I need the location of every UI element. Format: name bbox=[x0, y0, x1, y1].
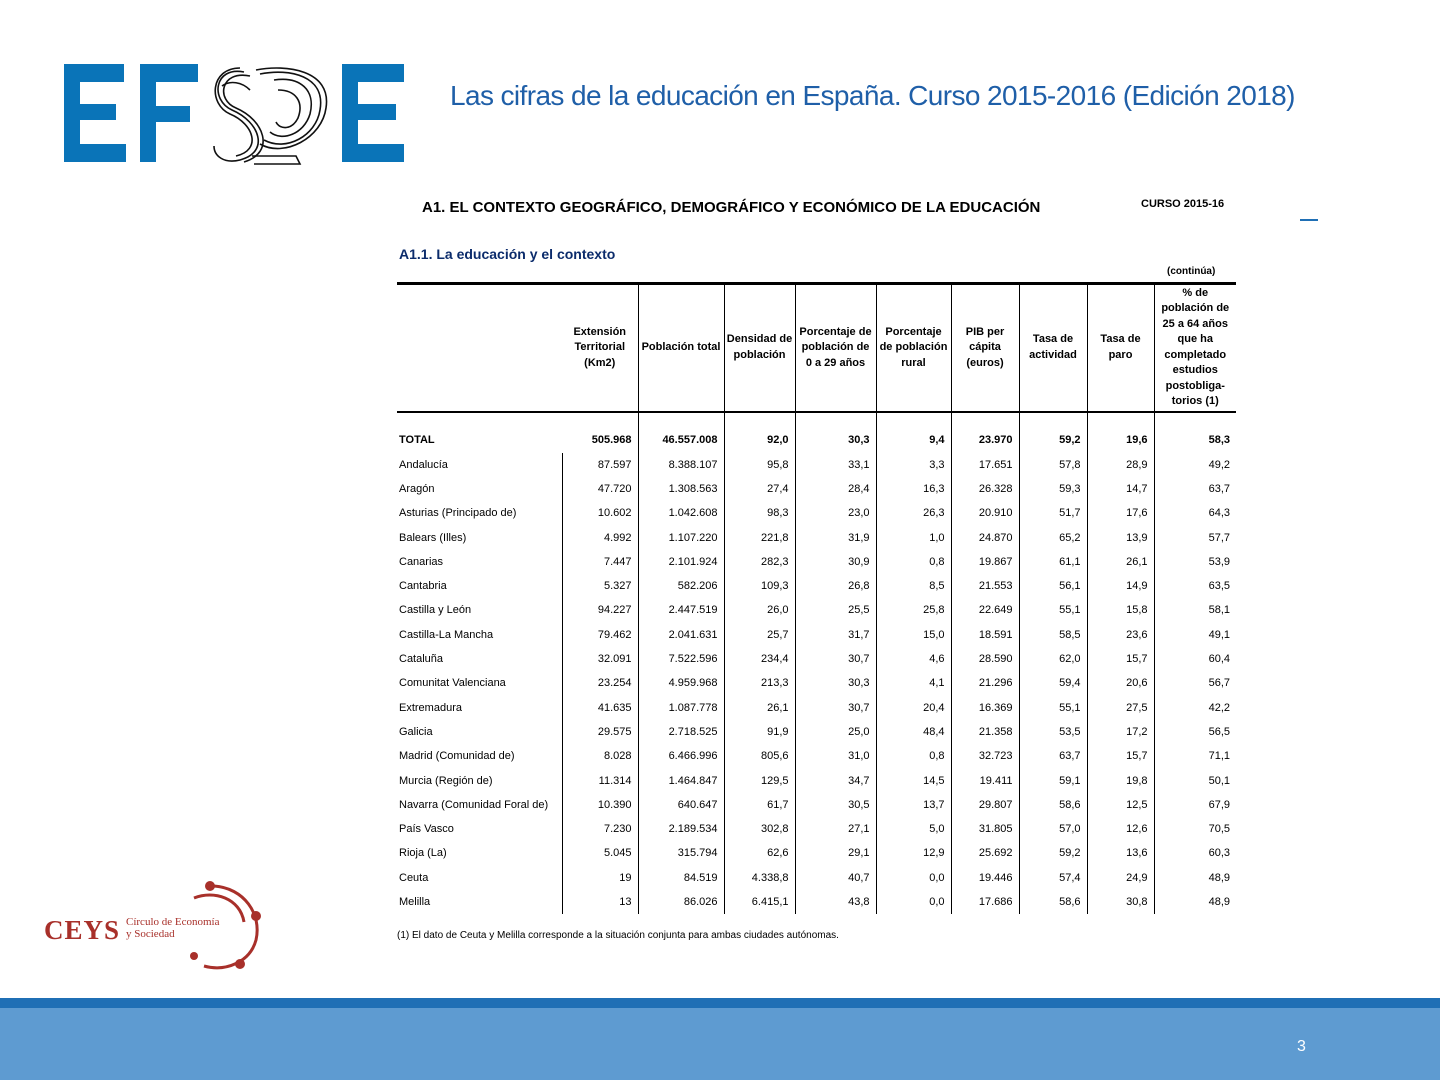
table-cell: 59,1 bbox=[1019, 768, 1087, 792]
table-cell: 221,8 bbox=[724, 525, 795, 549]
table-row bbox=[397, 866, 1236, 890]
table-cell: 70,5 bbox=[1154, 817, 1236, 841]
table-cell: 1.042.608 bbox=[638, 501, 724, 525]
table-cell: 62,0 bbox=[1019, 647, 1087, 671]
table-cell: 2.101.924 bbox=[638, 550, 724, 574]
table-cell: 48,9 bbox=[1154, 890, 1236, 914]
table-cell: 91,9 bbox=[724, 720, 795, 744]
table-cell: 19.411 bbox=[951, 768, 1019, 792]
table-cell: 5.327 bbox=[603, 580, 632, 593]
table-row bbox=[397, 695, 1236, 719]
table-cell: 8,5 bbox=[876, 574, 951, 598]
table-cell: 53,5 bbox=[1019, 720, 1087, 744]
table-cell: 27,4 bbox=[724, 477, 795, 501]
table-cell: 63,7 bbox=[1019, 744, 1087, 768]
table-cell: 6.415,1 bbox=[724, 890, 795, 914]
table-row bbox=[397, 841, 1236, 865]
table-cell: 11.314 bbox=[598, 774, 632, 787]
table-cell: 20,6 bbox=[1087, 671, 1154, 695]
continued-label: (continúa) bbox=[1167, 266, 1216, 277]
table-row bbox=[397, 623, 1236, 647]
column-header: Población total bbox=[638, 284, 724, 412]
column-header: Porcentaje de población de 0 a 29 años bbox=[795, 284, 876, 412]
table-cell: 65,2 bbox=[1019, 525, 1087, 549]
document-header: A1. EL CONTEXTO GEOGRÁFICO, DEMOGRÁFICO Y ECONÓMICO DE LA EDUCACIÓN bbox=[422, 199, 1041, 216]
table-cell: 49,2 bbox=[1154, 453, 1236, 477]
table-row bbox=[397, 793, 1236, 817]
table-cell: 59,3 bbox=[1019, 477, 1087, 501]
table-row bbox=[397, 817, 1236, 841]
table-cell: 2.718.525 bbox=[638, 720, 724, 744]
table-cell: 27,1 bbox=[795, 817, 876, 841]
table-cell: 57,0 bbox=[1019, 817, 1087, 841]
table-cell: 59,4 bbox=[1019, 671, 1087, 695]
slide-title: Las cifras de la educación en España. Curso 2015-2016 (Edición 2018) bbox=[450, 80, 1295, 111]
table-cell: 1.308.563 bbox=[638, 477, 724, 501]
table-cell: 16,3 bbox=[876, 477, 951, 501]
table-cell: 109,3 bbox=[724, 574, 795, 598]
table-row-total bbox=[397, 427, 1236, 453]
table-cell: 30,7 bbox=[795, 695, 876, 719]
table-cell: 59,2 bbox=[1019, 841, 1087, 865]
table-row bbox=[397, 671, 1236, 695]
table-cell: 46.557.008 bbox=[638, 427, 724, 453]
table-cell: Balears (Illes) bbox=[397, 525, 562, 549]
column-header: Tasa de actividad bbox=[1019, 284, 1087, 412]
table-cell: 2.447.519 bbox=[638, 598, 724, 622]
table-cell: 49,1 bbox=[1154, 623, 1236, 647]
table-cell: 30,3 bbox=[795, 671, 876, 695]
table-cell: 33,1 bbox=[795, 453, 876, 477]
table-cell: 26,3 bbox=[876, 501, 951, 525]
table-cell: 315.794 bbox=[638, 841, 724, 865]
table-cell: 25,8 bbox=[876, 598, 951, 622]
table-cell: 1,0 bbox=[876, 525, 951, 549]
table-cell: Madrid (Comunidad de) bbox=[397, 744, 562, 768]
table-cell: 57,4 bbox=[1019, 866, 1087, 890]
table-cell: 12,5 bbox=[1087, 793, 1154, 817]
table-cell: 32.091 bbox=[597, 653, 632, 666]
table-cell: 6.466.996 bbox=[638, 744, 724, 768]
table-cell: 17.651 bbox=[951, 453, 1019, 477]
table-cell: 1.087.778 bbox=[638, 695, 724, 719]
table-cell: 19 bbox=[619, 871, 632, 884]
table-cell: 15,7 bbox=[1087, 744, 1154, 768]
table-cell: 58,1 bbox=[1154, 598, 1236, 622]
table-cell: 7.230 bbox=[603, 823, 632, 836]
document-course: CURSO 2015-16 bbox=[1141, 198, 1225, 210]
table-cell: 16.369 bbox=[951, 695, 1019, 719]
table-cell: 26,0 bbox=[724, 598, 795, 622]
table-cell: 61,7 bbox=[724, 793, 795, 817]
table-cell: 21.296 bbox=[951, 671, 1019, 695]
ceys-name: CEYS bbox=[44, 915, 121, 945]
table-cell: 18.591 bbox=[951, 623, 1019, 647]
table-cell: 4,6 bbox=[876, 647, 951, 671]
table-row bbox=[397, 598, 1236, 622]
table-cell: Aragón bbox=[397, 477, 562, 501]
table-cell: 29.575 bbox=[597, 725, 632, 738]
table-cell: 32.723 bbox=[951, 744, 1019, 768]
table-cell: 4,1 bbox=[876, 671, 951, 695]
table-cell: 51,7 bbox=[1019, 501, 1087, 525]
table-cell: 19.867 bbox=[951, 550, 1019, 574]
table-cell: 14,9 bbox=[1087, 574, 1154, 598]
table-cell: 26,1 bbox=[1087, 550, 1154, 574]
table-cell: 98,3 bbox=[724, 501, 795, 525]
table-cell: 30,3 bbox=[795, 427, 876, 453]
table-cell: 48,9 bbox=[1154, 866, 1236, 890]
table-cell: 5,0 bbox=[876, 817, 951, 841]
table-cell: 58,6 bbox=[1019, 890, 1087, 914]
table-cell: 17,2 bbox=[1087, 720, 1154, 744]
footer-line bbox=[0, 998, 1440, 1008]
table-cell: Ceuta bbox=[397, 866, 562, 890]
column-header: Tasa de paro bbox=[1087, 284, 1154, 412]
table-cell: 50,1 bbox=[1154, 768, 1236, 792]
table-cell: TOTAL bbox=[399, 433, 435, 446]
table-cell: Navarra (Comunidad Foral de) bbox=[397, 793, 562, 817]
table-cell: 57,8 bbox=[1019, 453, 1087, 477]
table-cell: 63,5 bbox=[1154, 574, 1236, 598]
column-header: PIB per cápita (euros) bbox=[951, 284, 1019, 412]
table-cell: 302,8 bbox=[724, 817, 795, 841]
table-cell: 63,7 bbox=[1154, 477, 1236, 501]
table-cell: Asturias (Principado de) bbox=[397, 501, 562, 525]
table-cell: 60,3 bbox=[1154, 841, 1236, 865]
table-cell: Castilla-La Mancha bbox=[397, 623, 562, 647]
table-cell: 92,0 bbox=[724, 427, 795, 453]
table-cell: 56,1 bbox=[1019, 574, 1087, 598]
table-cell: 56,7 bbox=[1154, 671, 1236, 695]
table-cell: 30,7 bbox=[795, 647, 876, 671]
data-table bbox=[397, 282, 1236, 914]
table-cell: 19.446 bbox=[951, 866, 1019, 890]
ceys-logo bbox=[44, 878, 264, 976]
ceys-subtitle bbox=[126, 916, 219, 940]
page-number: 3 bbox=[1297, 1038, 1306, 1055]
table-cell: 23,6 bbox=[1087, 623, 1154, 647]
table-cell: Extremadura bbox=[397, 695, 562, 719]
table-cell: 95,8 bbox=[724, 453, 795, 477]
table-cell: 25,7 bbox=[724, 623, 795, 647]
table-row bbox=[397, 525, 1236, 549]
table-cell: 13 bbox=[619, 895, 632, 908]
table-cell: 25,5 bbox=[795, 598, 876, 622]
table-cell: 3,3 bbox=[876, 453, 951, 477]
table-cell: 28,4 bbox=[795, 477, 876, 501]
table-cell: 213,3 bbox=[724, 671, 795, 695]
table-cell: 27,5 bbox=[1087, 695, 1154, 719]
table-cell: 57,7 bbox=[1154, 525, 1236, 549]
table-cell: 13,7 bbox=[876, 793, 951, 817]
table-cell: 29,1 bbox=[795, 841, 876, 865]
table-cell: 25,0 bbox=[795, 720, 876, 744]
table-cell: 23.254 bbox=[597, 677, 632, 690]
table-cell: Cantabria bbox=[397, 574, 562, 598]
table-cell: 4.959.968 bbox=[638, 671, 724, 695]
table-cell: 62,6 bbox=[724, 841, 795, 865]
table-cell: 40,7 bbox=[795, 866, 876, 890]
table-cell: 34,7 bbox=[795, 768, 876, 792]
table-body bbox=[397, 412, 1236, 915]
table-cell: 0,0 bbox=[876, 890, 951, 914]
document-subtitle: A1.1. La educación y el contexto bbox=[399, 246, 616, 262]
table-cell: 129,5 bbox=[724, 768, 795, 792]
table-cell: Canarias bbox=[397, 550, 562, 574]
table-cell: 31,0 bbox=[795, 744, 876, 768]
table-row bbox=[397, 574, 1236, 598]
table-cell: 67,9 bbox=[1154, 793, 1236, 817]
footer-band bbox=[0, 1008, 1440, 1080]
table-cell: 10.602 bbox=[597, 507, 632, 520]
table-cell: 19,8 bbox=[1087, 768, 1154, 792]
table-cell: 87.597 bbox=[597, 458, 632, 471]
table-row bbox=[397, 501, 1236, 525]
table-cell: 25.692 bbox=[951, 841, 1019, 865]
table-cell: 26.328 bbox=[951, 477, 1019, 501]
table-cell: 79.462 bbox=[597, 628, 632, 641]
table-cell: 1.464.847 bbox=[638, 768, 724, 792]
table-row bbox=[397, 744, 1236, 768]
table-cell: 22.649 bbox=[951, 598, 1019, 622]
column-header: Extensión Territorial (Km2) bbox=[562, 284, 638, 412]
table-row bbox=[397, 647, 1236, 671]
table-cell: 29.807 bbox=[951, 793, 1019, 817]
table-row bbox=[397, 768, 1236, 792]
table-cell: 13,9 bbox=[1087, 525, 1154, 549]
table-cell: 805,6 bbox=[724, 744, 795, 768]
table-cell: 0,0 bbox=[876, 866, 951, 890]
table-cell: 20,4 bbox=[876, 695, 951, 719]
table-cell: 31.805 bbox=[951, 817, 1019, 841]
column-header bbox=[397, 284, 562, 412]
table-cell: 20.910 bbox=[951, 501, 1019, 525]
table-cell: 21.358 bbox=[951, 720, 1019, 744]
table-cell: 12,9 bbox=[876, 841, 951, 865]
table-cell: 2.189.534 bbox=[638, 817, 724, 841]
table-cell: 14,5 bbox=[876, 768, 951, 792]
table-cell: 47.720 bbox=[597, 482, 632, 495]
table-cell: 9,4 bbox=[876, 427, 951, 453]
table-cell: 31,7 bbox=[795, 623, 876, 647]
table-cell: 4.338,8 bbox=[724, 866, 795, 890]
table-cell: 282,3 bbox=[724, 550, 795, 574]
table-row bbox=[397, 477, 1236, 501]
decorative-dash bbox=[1300, 219, 1318, 221]
table-cell: 23.970 bbox=[951, 427, 1019, 453]
table-cell: 84.519 bbox=[638, 866, 724, 890]
table-cell: 30,5 bbox=[795, 793, 876, 817]
table-cell: 94.227 bbox=[597, 604, 632, 617]
table-cell: Cataluña bbox=[397, 647, 562, 671]
table-cell: 1.107.220 bbox=[638, 525, 724, 549]
document-image bbox=[336, 180, 1300, 998]
footnote: (1) El dato de Ceuta y Melilla corresponde a la situación conjunta para ambas ciudades autónomas. bbox=[397, 930, 839, 941]
table-row bbox=[397, 453, 1236, 477]
table-cell: 28,9 bbox=[1087, 453, 1154, 477]
table-cell: 15,0 bbox=[876, 623, 951, 647]
table-cell: 55,1 bbox=[1019, 695, 1087, 719]
table-cell: Comunitat Valenciana bbox=[397, 671, 562, 695]
table-cell: 55,1 bbox=[1019, 598, 1087, 622]
table-cell: 42,2 bbox=[1154, 695, 1236, 719]
table-cell: 10.390 bbox=[597, 798, 632, 811]
ceys-line2: y Sociedad bbox=[126, 928, 175, 940]
table-cell: 582.206 bbox=[638, 574, 724, 598]
table-cell: Melilla bbox=[397, 890, 562, 914]
table-cell: 71,1 bbox=[1154, 744, 1236, 768]
table-cell: 8.388.107 bbox=[638, 453, 724, 477]
table-row bbox=[397, 890, 1236, 914]
table-cell: Murcia (Región de) bbox=[397, 768, 562, 792]
table-cell: 28.590 bbox=[951, 647, 1019, 671]
column-header: Porcentaje de población rural bbox=[876, 284, 951, 412]
table-cell: 58,5 bbox=[1019, 623, 1087, 647]
table-cell: 7.447 bbox=[603, 555, 632, 568]
table-cell: 505.968 bbox=[591, 433, 632, 446]
column-header: % de población de 25 a 64 años que ha completado estudios postobliga-torios (1) bbox=[1154, 284, 1236, 412]
table-cell: 86.026 bbox=[638, 890, 724, 914]
table-cell: 17.686 bbox=[951, 890, 1019, 914]
table-cell: 4.992 bbox=[603, 531, 632, 544]
table-cell: 58,6 bbox=[1019, 793, 1087, 817]
table-cell: 43,8 bbox=[795, 890, 876, 914]
table-cell: 23,0 bbox=[795, 501, 876, 525]
ceys-line1: Círculo de Economía bbox=[126, 916, 220, 928]
table-cell: Castilla y León bbox=[397, 598, 562, 622]
table-cell: 24.870 bbox=[951, 525, 1019, 549]
table-cell: 19,6 bbox=[1087, 427, 1154, 453]
table-cell: 56,5 bbox=[1154, 720, 1236, 744]
table-cell: 13,6 bbox=[1087, 841, 1154, 865]
table-cell: País Vasco bbox=[397, 817, 562, 841]
table-cell: 234,4 bbox=[724, 647, 795, 671]
efse-logo bbox=[64, 60, 408, 168]
table-cell: 59,2 bbox=[1019, 427, 1087, 453]
table-cell: Rioja (La) bbox=[397, 841, 562, 865]
table-cell: 15,8 bbox=[1087, 598, 1154, 622]
table-cell: 640.647 bbox=[638, 793, 724, 817]
table-cell: 24,9 bbox=[1087, 866, 1154, 890]
table-cell: 64,3 bbox=[1154, 501, 1236, 525]
table-cell: 60,4 bbox=[1154, 647, 1236, 671]
table-cell: Andalucía bbox=[397, 453, 562, 477]
table-cell: 14,7 bbox=[1087, 477, 1154, 501]
table-cell: 17,6 bbox=[1087, 501, 1154, 525]
table-cell: 30,9 bbox=[795, 550, 876, 574]
table-cell: Galicia bbox=[397, 720, 562, 744]
table-cell: 41.635 bbox=[597, 701, 632, 714]
table-cell: 31,9 bbox=[795, 525, 876, 549]
table-cell: 48,4 bbox=[876, 720, 951, 744]
table-cell: 8.028 bbox=[603, 750, 632, 763]
table-cell: 53,9 bbox=[1154, 550, 1236, 574]
spacer-row bbox=[397, 412, 1236, 427]
table-cell: 26,8 bbox=[795, 574, 876, 598]
table-cell: 61,1 bbox=[1019, 550, 1087, 574]
table-row bbox=[397, 550, 1236, 574]
table-cell: 21.553 bbox=[951, 574, 1019, 598]
table-cell: 5.045 bbox=[603, 847, 632, 860]
table-cell: 15,7 bbox=[1087, 647, 1154, 671]
table-cell: 26,1 bbox=[724, 695, 795, 719]
table-cell: 0,8 bbox=[876, 550, 951, 574]
table-cell: 0,8 bbox=[876, 744, 951, 768]
column-header: Densidad de población bbox=[724, 284, 795, 412]
table-cell: 7.522.596 bbox=[638, 647, 724, 671]
table-cell: 58,3 bbox=[1154, 427, 1236, 453]
table-cell: 30,8 bbox=[1087, 890, 1154, 914]
table-row bbox=[397, 720, 1236, 744]
table-cell: 2.041.631 bbox=[638, 623, 724, 647]
table-header-row bbox=[397, 284, 1236, 412]
table-cell: 12,6 bbox=[1087, 817, 1154, 841]
